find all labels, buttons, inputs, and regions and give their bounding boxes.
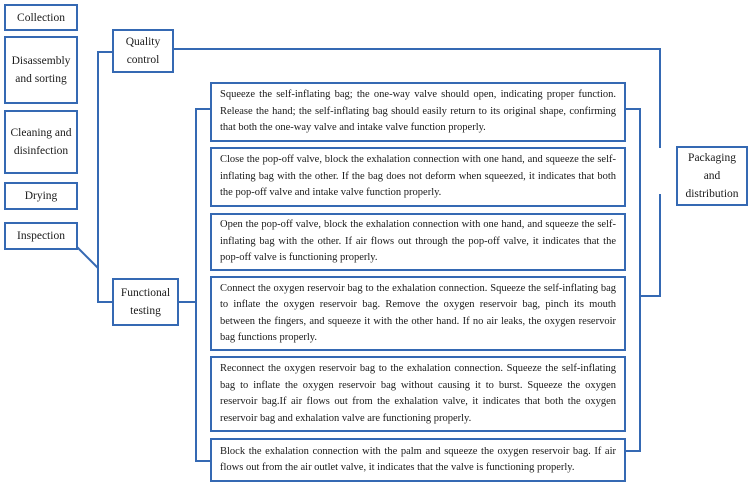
quality-control-label: Quality control [125,36,161,66]
step-disassembly-sorting [4,36,78,104]
test-text-6: Block the exhalation connection with the palm and squeeze the oxygen reservoir bag. If air flows out from the air outlet valve, it indicates that the valve is functioning properly. [220,445,616,473]
functional-testing-label: Functional testing [120,287,171,317]
test-box-2 [210,147,626,207]
test-text-2: Close the pop-off valve, block the exhalation connection with one hand, and squeeze the self-inflating bag with the other. If the bag does not deform when squeezed, it indicates that both the pop-off valve and intake valve function properly. [220,154,616,199]
packaging-distribution-box [676,146,748,206]
step-drying [4,182,78,210]
test-box-5 [210,356,626,432]
step-inspection-label: Inspection [17,230,65,242]
step-disassembly-sorting-label: Disassembly and sorting [11,55,71,85]
step-cleaning-disinfection [4,110,78,174]
test-text-1: Squeeze the self-inflating bag; the one-way valve should open, indicating proper function. Release the hand; the self-inflating bag should easily return to its original shape, confirming that both the one-way valve and intake valve function properly. [220,89,616,134]
test-box-1 [210,82,626,142]
test-text-5: Reconnect the oxygen reservoir bag to the exhalation connection. Squeeze the self-inflating bag to inflate the oxygen reservoir bag without causing it to burst. Squeeze the oxygen reservoir bag.If air flows out from the exhalation valve, it indicates that both the oxygen reservoir bag and exhalation valve are functioning properly. [220,363,616,424]
branch-trunk [98,52,112,302]
test-text-4: Connect the oxygen reservoir bag to the exhalation connection. Squeeze the self-inflating bag to inflate the oxygen reservoir bag. Remove the oxygen reservoir bag, pinch its mouth between the fingers, and squeeze it with the other hand. If no air leaks, the oxygen reservoir bag functions properly. [220,282,616,343]
step-collection [4,4,78,31]
tests-right-bracket [626,109,640,451]
step-cleaning-disinfection-label: Cleaning and disinfection [10,127,72,157]
tests-left-bracket [196,109,210,461]
test-box-4 [210,276,626,351]
test-box-6 [210,438,626,482]
quality-control-box [112,29,174,73]
step-inspection [4,222,78,250]
packaging-distribution-label: Packaging and distribution [685,152,739,200]
tests-to-packaging [640,194,660,296]
functional-testing-box [112,278,179,326]
test-box-3 [210,213,626,271]
step-drying-label: Drying [24,190,58,202]
test-text-3: Open the pop-off valve, block the exhalation connection with one hand, and squeeze the self-inflating bag with the other. If air flows out through the pop-off valve, it indicates that the pop-off valve is functioning properly. [220,219,616,264]
inspection-connector [76,246,98,268]
step-collection-label: Collection [17,11,65,24]
